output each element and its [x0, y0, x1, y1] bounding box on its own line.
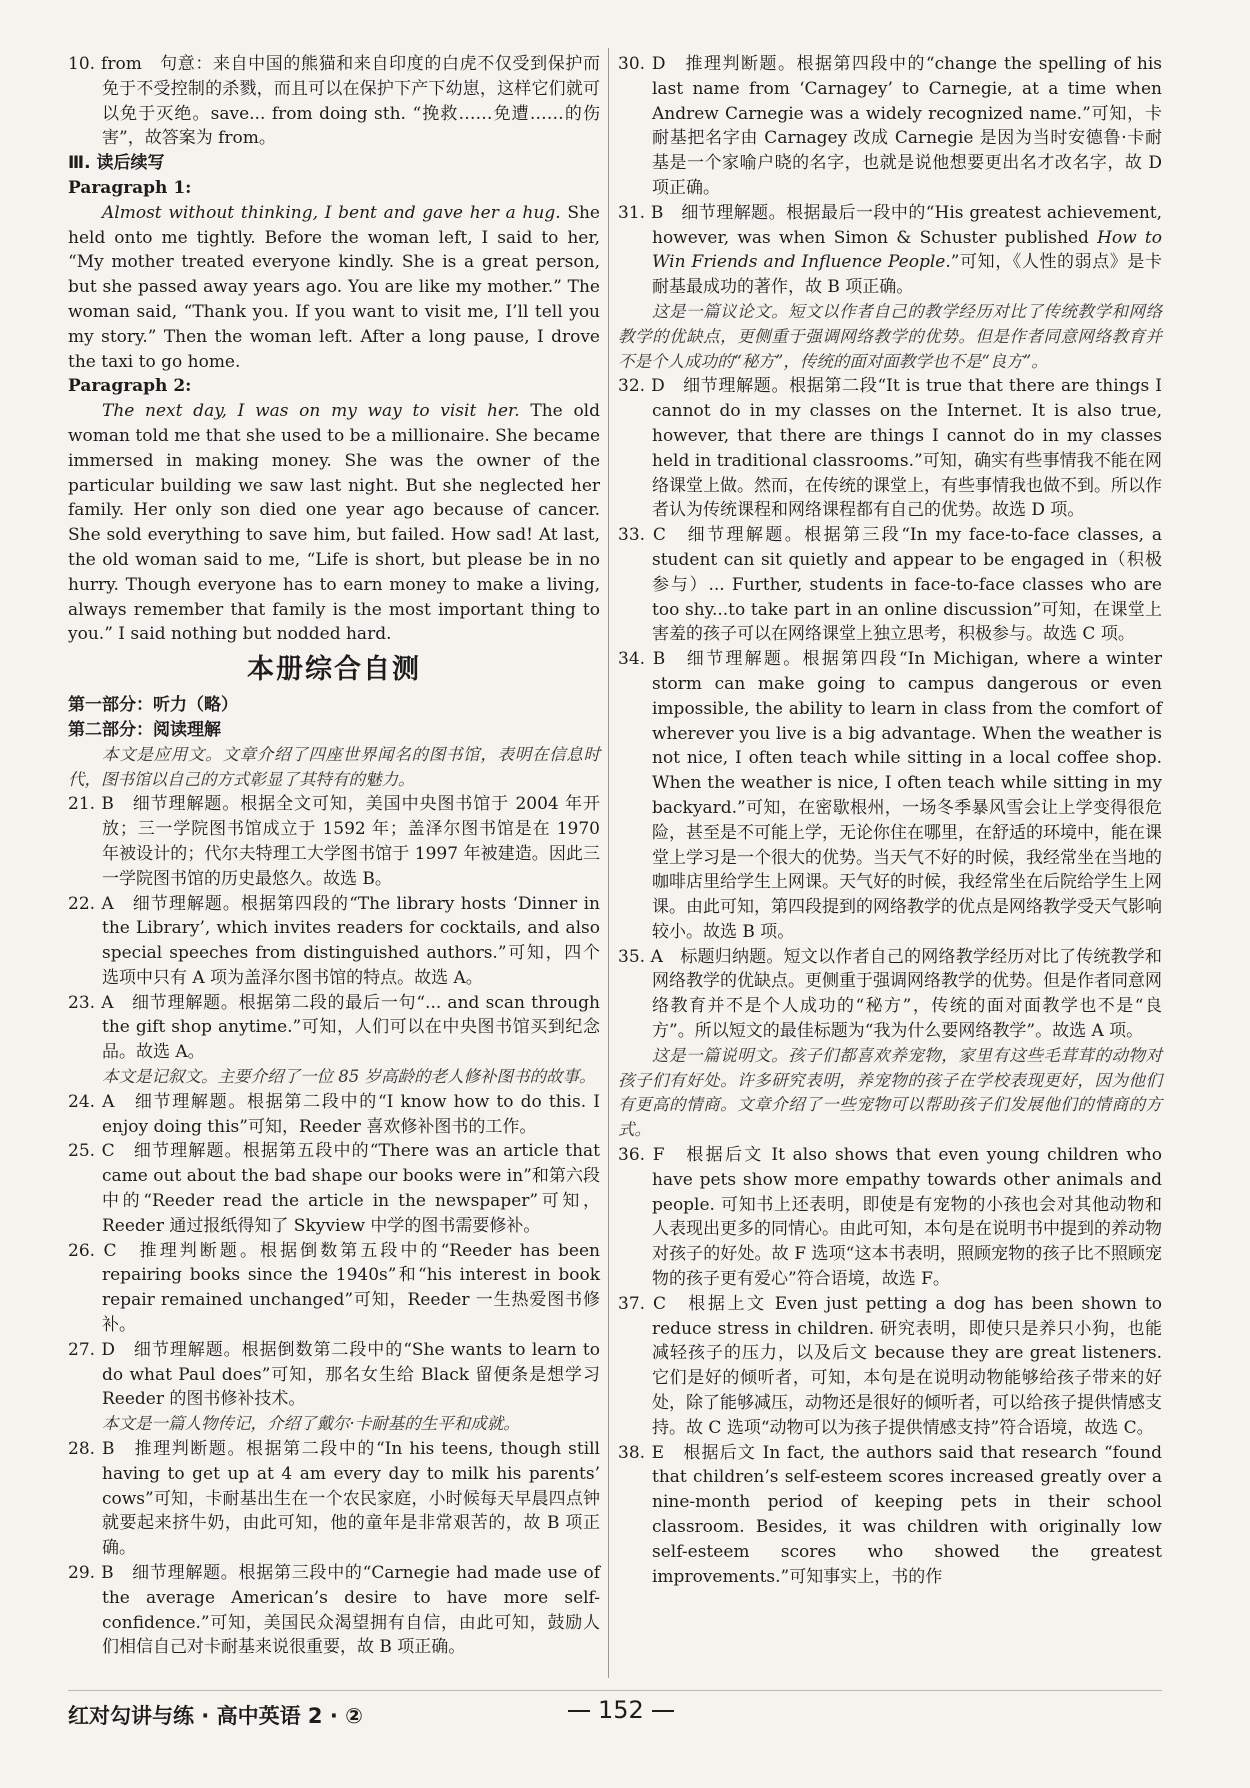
book-title-footer: 红对勾讲与练 · 高中英语 2 · ②	[68, 1704, 363, 1728]
part-1-heading: 第一部分：听力（略）	[68, 695, 238, 716]
passage-summary: 这是一篇说明文。孩子们都喜欢养宠物，家里有这些毛茸茸的动物对孩子们有好处。许多研究表明，养宠物的孩子在学校表现更好，因为他们有更高的情商。文章介绍了一些宠物可以帮助孩子们发展他们的情商的方式。	[618, 1045, 1162, 1140]
answer-34: 34. B 细节理解题。根据第四段“In Michigan, where a winter storm can make going to campus dangerous or even impossible, the ability to learn in class from the comfort of wherever you live is a big advantage. When the weather is not nice, I often teach while sitting in a local coffee shop. When the weather is nice, I often teach while sitting in my backyard.”可知，在密歇根州，一场冬季暴风雪会让上学变得很危险，甚至是不可能上学，无论你住在哪里，在舒适的环境中，能在课堂上学习是一个很大的优势。当天气不好的时候，我经常坐在当地的咖啡店里给学生上网课。天气好的时候，我经常坐在后院给学生上网课。由此可知，第四段提到的网络教学的优点是网络教学受天气影响较小。故选 B 项。	[618, 649, 1162, 942]
test-title: 本册综合自测	[247, 654, 421, 686]
passage-summary: 本文是记叙文。主要介绍了一位 85 岁高龄的老人修补图书的故事。	[102, 1067, 596, 1087]
page-number-text: 152	[598, 1696, 644, 1724]
answer-27: 27. D 细节理解题。根据倒数第二段中的“She wants to learn to do what Paul does”可知，那名女生给 Black 留便条是想学习 Reeder 的图书修补技术。	[68, 1339, 600, 1410]
passage-summary: 这是一篇议论文。短文以作者自己的教学经历对比了传统教学和网络教学的优缺点，更侧重于强调网络教学的优势。但是作者同意网络教育并不是个人成功的“秘方”，传统的面对面教学也不是“良方”。	[618, 301, 1162, 371]
answer-31-text: .”可知，《人性的弱点》是卡耐基最成功的著作，故 B 项正确。	[652, 252, 1162, 298]
answer-21: 21. B 细节理解题。根据全文可知，美国中央图书馆于 2004 年开放；三一学院图书馆成立于 1592 年；盖泽尔图书馆是在 1970 年被设计的；代尔夫特理工大学图书馆于 1997 年被建造。因此三一学院图书馆的历史最悠久。故选 B。	[68, 794, 600, 889]
page-dash	[652, 1710, 674, 1712]
answer-30: 30. D 推理判断题。根据第四段中的“change the spelling of his last name from ‘Carnagey’ to Carnegie, at a time when Andrew Carnegie was a widely recognized name.”可知，卡耐基把名字由 Carnagey 改成 Carnegie 是因为当时安德鲁·卡耐基是一个家喻户晓的名字，也就是说他想要更出名才改名字，故 D 项正确。	[618, 54, 1162, 198]
answer-31-text: 31. B 细节理解题。根据最后一段中的“His greatest achievement, however, was when Simon & Schuster published	[618, 202, 1162, 248]
column-divider	[608, 48, 609, 1678]
answer-38: 38. E 根据后文 In fact, the authors said that research “found that children’s self-esteem scores increased greatly over a nine-month period of keeping pets in their school classroom. Besides, it was children with originally low self-esteem scores who showed the greatest improvements.”可知事实上，书的作	[618, 1442, 1162, 1587]
answer-28: 28. B 推理判断题。根据第二段中的“In his teens, though still having to get up at 4 am every day to milk his parents’ cows”可知，卡耐基出生在一个农民家庭，小时候每天早晨四点钟就要起来挤牛奶，由此可知，他的童年是非常艰苦的，故 B 项正确。	[68, 1439, 600, 1559]
paragraph-2-body: The old woman told me that she used to be a millionaire. She became immersed in making money. She was the owner of the particular building we saw last night. But she neglected her family. Her only son died one year ago because of cancer. She sold everything to save him, but failed. How sad! At last, the old woman said to me, “Life is short, but please be in no hurry. Though everyone has to earn money to make a living, always remember that family is the most important thing to you.” I said nothing but nodded hard.	[68, 401, 600, 645]
right-column	[618, 52, 1162, 1589]
answer-36: 36. F 根据后文 It also shows that even young children who have pets show more empathy towards other animals and people. 可知书上还表明，即使是有宠物的小孩也会对其他动物和人表现出更多的同情心。由此可知，本句是在说明书中提到的养动物对孩子的好处。故 F 选项“这本书表明，照顾宠物的孩子比不照顾宠物的孩子更有爱心”符合语境，故选 F。	[618, 1145, 1162, 1290]
answer-22: 22. A 细节理解题。根据第四段的“The library hosts ‘Dinner in the Library’, which invites readers for cocktails, and also special speeches from distinguished authors.”可知，四个选项中只有 A 项为盖泽尔图书馆的特点。故选 A。	[68, 893, 600, 988]
answer-32: 32. D 细节理解题。根据第二段“It is true that there are things I cannot do in my classes on the Internet. It is also true, however, that there are things I cannot do in my classes held in traditional classrooms.”可知，确实有些事情我不能在网络课堂上做。然而，在传统的课堂上，有些事情我也做不到。所以作者认为传统课程和网络课程都有自己的优势。故选 D 项。	[618, 376, 1162, 521]
paragraph-1	[68, 201, 600, 375]
part-2-heading: 第二部分：阅读理解	[68, 719, 221, 740]
answer-26: 26. C 推理判断题。根据倒数第五段中的“Reeder has been repairing books since the 1940s”和“his interest in book repair remained unchanged”可知，Reeder 一生热爱图书修补。	[68, 1240, 600, 1336]
passage-summary: 本文是应用文。文章介绍了四座世界闻名的图书馆，表明在信息时代，图书馆以自己的方式彰显了其特有的魅力。	[68, 744, 600, 789]
paragraph-1-body: She held onto me tightly. Before the woman left, I said to her, “My mother treated everyone kindly. She is a great person, but she passed away years ago. You are like my mother.” The woman said, “Thank you. If you want to visit me, I’ll tell you my story.” Then the woman left. After a long pause, I drove the taxi to go home.	[68, 202, 600, 372]
answer-33: 33. C 细节理解题。根据第三段“In my face-to-face classes, a student can sit quietly and appear to be engaged in（积极参与）... Further, students in face-to-face classes who are too shy...to take part in an online discussion”可知，在课堂上害羞的孩子可以在网络课堂上独立思考，积极参与。故选 C 项。	[618, 525, 1162, 645]
paragraph-2	[68, 399, 600, 647]
answer-35: 35. A 标题归纳题。短文以作者自己的网络教学经历对比了传统教学和网络教学的优缺点。更侧重于强调网络教学的优势。但是作者同意网络教育并不是个人成功的“秘方”，传统的面对面教学也不是“良方”。所以短文的最佳标题为“我为什么要网络教学”。故选 A 项。	[618, 946, 1162, 1042]
paragraph-2-label: Paragraph 2:	[68, 376, 192, 397]
book-title: How to Win Friends and Influence People	[652, 227, 1162, 273]
answer-29: 29. B 细节理解题。根据第三段中的“Carnegie had made use of the average American’s desire to have more self-confidence.”可知，美国民众渴望拥有自信，由此可知，鼓励人们相信自己对卡耐基来说很重要，故 B 项正确。	[68, 1563, 600, 1658]
answer-37: 37. C 根据上文 Even just petting a dog has been shown to reduce stress in children. 研究表明，即使只是养只小狗，也能减轻孩子的压力，以及后文 because they are great listeners. 它们是好的倾听者，可知，本句是在说明动物能够给孩子带来的好处，除了能够减压，动物还是很好的倾听者，可以给孩子提供情感支持。故 C 选项“动物可以为孩子提供情感支持”符合语境，故选 C。	[618, 1293, 1162, 1438]
answer-31	[618, 201, 1162, 300]
answer-10: 10. from 句意：来自中国的熊猫和来自印度的白虎不仅受到保护而免于不受控制的杀戮，而且可以在保护下产下幼崽，这样它们就可以免于灭绝。save... from doing sth. “挽救……免遭……的伤害”，故答案为 from。	[68, 54, 600, 149]
section-heading: Ⅲ. 读后续写	[68, 153, 165, 174]
paragraph-2-opening: The next day, I was on my way to visit her.	[102, 401, 520, 422]
left-column	[68, 52, 600, 1660]
answer-23: 23. A 细节理解题。根据第二段的最后一句“... and scan through the gift shop anytime.”可知，人们可以在中央图书馆买到纪念品。故选 A。	[68, 992, 600, 1063]
footer-rule	[68, 1690, 1162, 1691]
answer-24: 24. A 细节理解题。根据第二段中的“I know how to do this. I enjoy doing this”可知，Reeder 喜欢修补图书的工作。	[68, 1091, 600, 1137]
paragraph-1-opening: Almost without thinking, I bent and gave her a hug.	[102, 202, 561, 223]
page-number	[560, 1696, 682, 1724]
paragraph-1-label: Paragraph 1:	[68, 177, 192, 198]
page-dash	[568, 1710, 590, 1712]
answer-25: 25. C 细节理解题。根据第五段中的“There was an article that came out about the bad shape our books were in”和第六段中的“Reeder read the article in the newspaper”可知，Reeder 通过报纸得知了 Skyview 中学的图书需要修补。	[68, 1141, 600, 1236]
passage-summary: 本文是一篇人物传记，介绍了戴尔·卡耐基的生平和成就。	[102, 1414, 520, 1434]
